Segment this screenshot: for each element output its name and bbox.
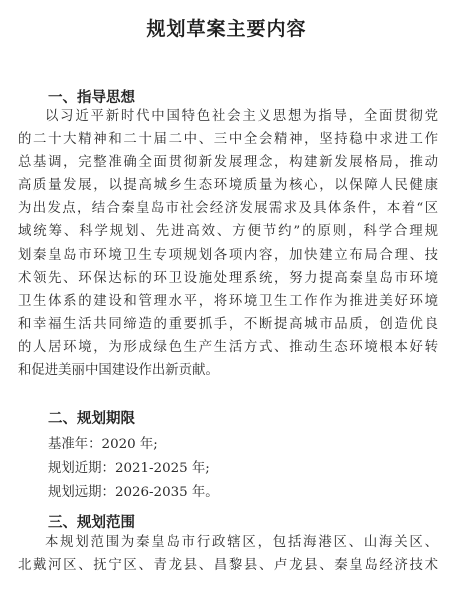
section-heading-guiding-ideology: 一、指导思想 (48, 90, 135, 106)
section-heading-planning-period: 二、规划期限 (48, 411, 135, 427)
section-heading-planning-scope: 三、规划范围 (48, 515, 135, 531)
paragraph-line: 为出发点，结合秦皇岛市社会经济发展需求及具体条件，本着“区 (18, 201, 438, 217)
section-paragraph-planning-scope (18, 531, 438, 577)
paragraph-line: 和幸福生活共同缔造的重要抓手，不断提高城市品质，创造优良 (18, 316, 438, 332)
paragraph-line: 高质量发展，以提高城乡生态环境质量为核心，以保障人民健康 (18, 178, 438, 194)
paragraph-line: 北戴河区、抚宁区、青龙县、昌黎县、卢龙县、秦皇岛经济技术 (18, 558, 438, 574)
paragraph-line: 的二十大精神和二十届二中、三中全会精神，坚持稳中求进工作 (18, 132, 438, 148)
period-near-term: 规划近期：2021-2025 年; (48, 461, 210, 476)
period-long-term: 规划远期：2026-2035 年。 (48, 485, 219, 500)
paragraph-line: 总基调，完整准确全面贯彻新发展理念，构建新发展格局，推动 (18, 155, 438, 171)
section-paragraph-guiding-ideology (18, 105, 438, 382)
paragraph-line: 域统筹、科学规划、先进高效、方便节约”的原则，科学合理规 (18, 224, 438, 240)
paragraph-line: 本规划范围为秦皇岛市行政辖区，包括海港区、山海关区、 (45, 535, 438, 550)
paragraph-line: 术领先、环保达标的环卫设施处理系统，努力提高秦皇岛市环境 (18, 270, 438, 286)
paragraph-line: 的人居环境，为形成绿色生产生活方式、推动生态环境根本好转 (18, 339, 438, 355)
paragraph-line: 划秦皇岛市环境卫生专项规划各项内容，加快建立布局合理、技 (18, 247, 438, 263)
document-title: 规划草案主要内容 (146, 18, 307, 40)
paragraph-line: 以习近平新时代中国特色社会主义思想为指导，全面贯彻党 (45, 109, 438, 124)
paragraph-line: 和促进美丽中国建设作出新贡献。 (18, 363, 219, 379)
period-base-year: 基准年：2020 年; (48, 437, 158, 452)
paragraph-line: 卫生体系的建设和管理水平，将环境卫生工作作为推进美好环境 (18, 293, 438, 309)
